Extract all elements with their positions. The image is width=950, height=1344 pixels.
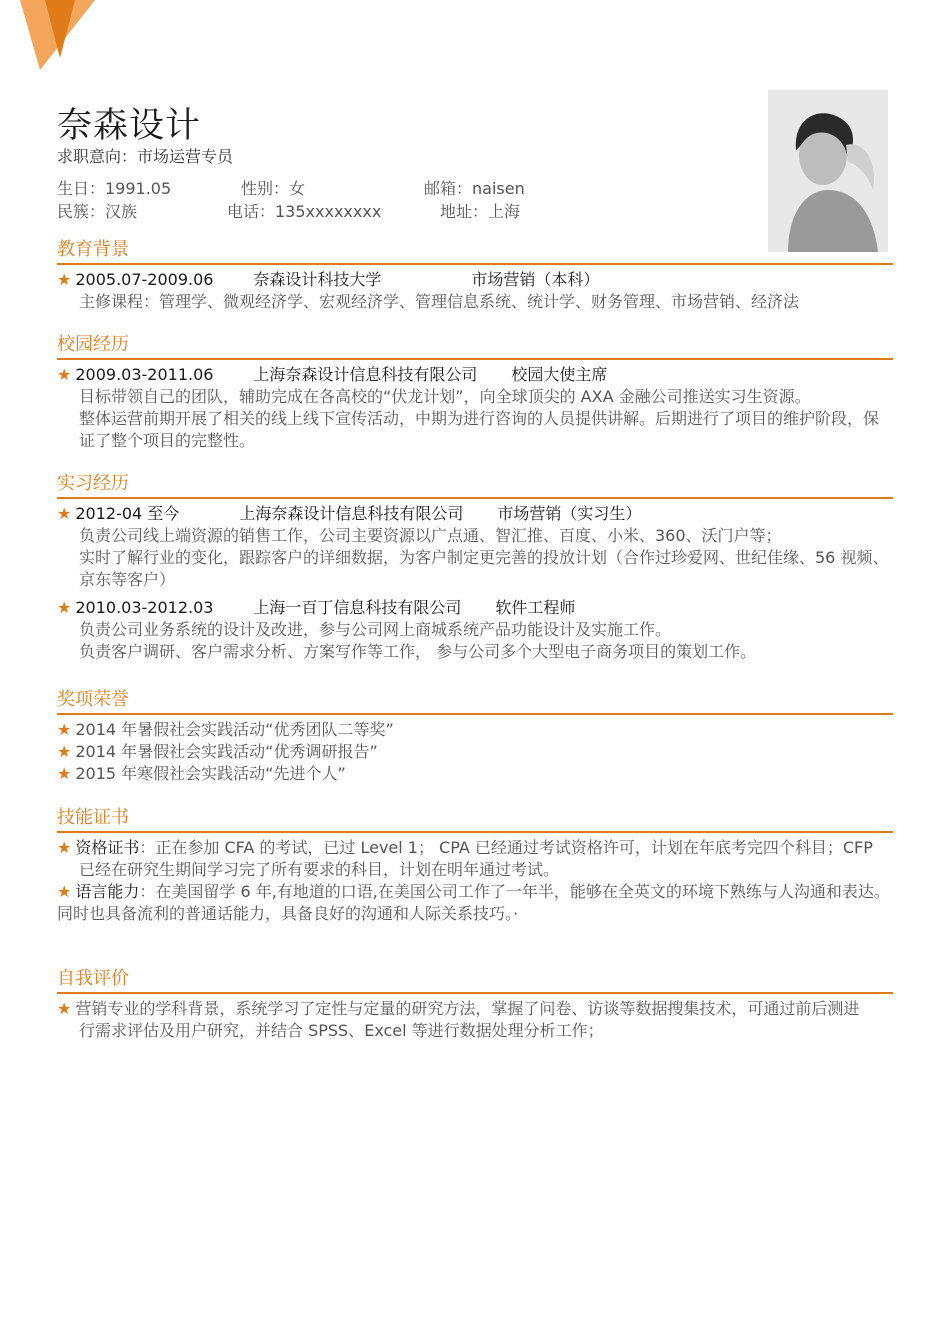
intern-desc: 负责客户调研、客户需求分析、方案写作等工作， 参与公司多个大型电子商务项目的策划工作。 [79,642,757,661]
self-eval-text: ★ 营销专业的学科背景，系统学习了定性与定量的研究方法，掌握了问卷、访谈等数据搜集技术，可通过前后测进 [57,999,860,1018]
info-gender: 性别：女 [241,179,306,198]
section-divider [57,831,893,833]
info-birthday: 生日：1991.05 [57,179,172,198]
intern-role: 市场营销（实习生） [497,504,642,523]
intern-desc: 实时了解行业的变化，跟踪客户的详细数据，为客户制定更完善的投放计划（合作过珍爱网、世纪佳缘、56 视频、京东等客户） [79,548,889,589]
section-title: 技能证书 [57,807,129,828]
education-date: 2005.07-2009.06 [75,270,214,289]
campus-role: 校园大使主席 [511,365,608,384]
star-icon: ★ [57,882,72,901]
intern-desc: 负责公司业务系统的设计及改进，参与公司网上商城系统产品功能设计及实施工作。 [79,620,672,639]
education-entry [57,269,893,291]
intern-desc: 负责公司线上端资源的销售工作，公司主要资源以广点通、智汇推、百度、小米、360、沃门户等； [79,526,782,545]
education-courses: 主修课程：管理学、微观经济学、宏观经济学、管理信息系统、统计学、财务管理、市场营销、经济法 [79,292,800,311]
job-intent: 求职意向：市场运营专员 [57,147,234,166]
section-title: 教育背景 [57,239,129,260]
star-icon: ★ [57,764,72,783]
corner-decoration [0,0,120,80]
section-divider [57,358,893,360]
intern-entry [57,597,893,619]
section-divider [57,713,893,715]
self-eval-text: 行需求评估及用户研究，并结合 SPSS、Excel 等进行数据处理分析工作； [79,1021,604,1040]
info-address: 地址：上海 [440,202,521,221]
star-icon: ★ [57,742,72,761]
education-major: 市场营销（本科） [471,270,600,289]
campus-date: 2009.03-2011.06 [75,365,214,384]
section-title: 校园经历 [57,334,129,355]
section-skills [57,806,893,925]
intern-date: 2010.03-2012.03 [75,598,214,617]
info-phone: 电话：135xxxxxxxx [227,202,382,221]
section-education [57,238,893,313]
intern-role: 软件工程师 [495,598,576,617]
candidate-name: 奈森设计 [57,106,202,146]
star-icon: ★ [57,838,72,857]
campus-desc: 整体运营前期开展了相关的线上线下宣传活动，中期为进行咨询的人员提供讲解。后期进行了项目的维护阶段，保证了整个项目的完整性。 [79,409,880,450]
skill-language: ★ 语言能力：在美国留学 6 年,有地道的口语,在美国公司工作了一年半，能够在全英文的环境下熟练与人沟通和表达。同时也具备流利的普通话能力，具备良好的沟通和人际关系技巧。· [57,882,890,923]
intern-org: 上海一百丁信息科技有限公司 [253,598,462,617]
campus-desc: 目标带领自己的团队，辅助完成在各高校的“伏龙计划”，向全球顶尖的 AXA 金融公司推送实习生资源。 [79,387,811,406]
award-item: ★ 2014 年暑假社会实践活动“优秀调研报告” [57,742,378,761]
section-intern [57,472,893,663]
section-divider [57,263,893,265]
section-title: 奖项荣誉 [57,689,129,710]
star-icon: ★ [57,270,72,289]
star-icon: ★ [57,720,72,739]
education-school: 奈森设计科技大学 [253,270,382,289]
campus-org: 上海奈森设计信息科技有限公司 [253,365,478,384]
skill-cert-detail: 已经在研究生期间学习完了所有要求的科目，计划在明年通过考试。 [79,860,560,879]
section-campus [57,333,893,452]
star-icon: ★ [57,365,72,384]
info-email: 邮箱：naisen [424,179,525,198]
award-item: ★ 2014 年暑假社会实践活动“优秀团队二等奖” [57,720,394,739]
award-item: ★ 2015 年寒假社会实践活动“先进个人” [57,764,346,783]
section-awards [57,688,893,785]
intern-entry [57,503,893,525]
section-title: 自我评价 [57,968,129,989]
star-icon: ★ [57,999,72,1018]
star-icon: ★ [57,504,72,523]
section-self-eval [57,967,893,1042]
section-divider [57,992,893,994]
intern-org: 上海奈森设计信息科技有限公司 [239,504,464,523]
star-icon: ★ [57,598,72,617]
section-divider [57,497,893,499]
profile-photo [768,90,888,252]
info-ethnicity: 民簇：汉族 [57,202,138,221]
skill-cert: ★ 资格证书：正在参加 CFA 的考试，已过 Level 1； CPA 已经通过考试资格许可，计划在年底考完四个科目；CFP [57,838,873,857]
intern-date: 2012-04 至今 [75,504,180,523]
section-title: 实习经历 [57,473,129,494]
campus-entry [57,364,893,386]
